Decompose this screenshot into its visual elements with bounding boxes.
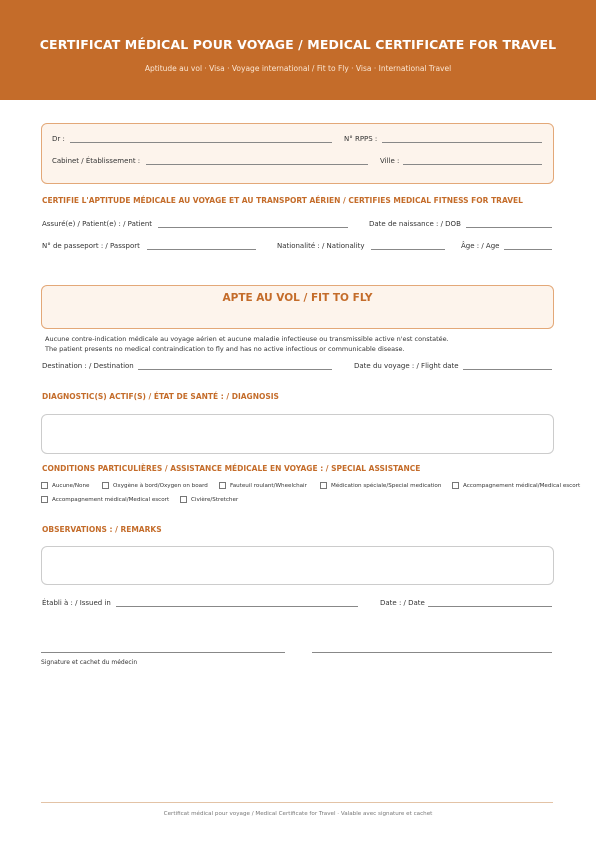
option-none-label: Aucune/None — [52, 483, 90, 489]
ville-label: Ville : — [380, 157, 400, 165]
fit-to-fly-box — [41, 285, 554, 329]
signature-line[interactable] — [41, 652, 285, 653]
statement-en: The patient presents no medical contraindication to fly and has no active infectious or communicable disease. — [45, 345, 405, 353]
checkbox-medical-escort-1[interactable] — [452, 482, 459, 489]
certifies-heading: CERTIFIE L'APTITUDE MÉDICALE AU VOYAGE ET AU TRANSPORT AÉRIEN / CERTIFIES MEDICAL FITNESS FOR TRAVEL — [42, 196, 523, 205]
flight-date-label: Date du voyage : / Flight date — [354, 362, 459, 370]
conditions-heading: CONDITIONS PARTICULIÈRES / ASSISTANCE MÉDICALE EN VOYAGE : / SPECIAL ASSISTANCE — [42, 464, 421, 473]
checkbox-stretcher[interactable] — [180, 496, 187, 503]
option-oxygen-label: Oxygène à bord/Oxygen on board — [113, 483, 208, 489]
passport-field[interactable] — [147, 249, 256, 250]
destination-label: Destination : / Destination — [42, 362, 134, 370]
signature-label: Signature et cachet du médecin — [41, 659, 138, 666]
issued-in-label: Établi à : / Issued in — [42, 599, 111, 607]
patient-field[interactable] — [158, 227, 348, 228]
dob-field[interactable] — [466, 227, 552, 228]
cabinet-label: Cabinet / Établissement : — [52, 157, 141, 165]
date-label: Date : / Date — [380, 599, 425, 607]
nationality-field[interactable] — [371, 249, 445, 250]
patient-label: Assuré(e) / Patient(e) : / Patient — [42, 220, 153, 228]
option-special-medication-label: Médication spéciale/Special medication — [331, 483, 442, 489]
option-stretcher-label: Civière/Stretcher — [191, 497, 239, 503]
checkbox-wheelchair[interactable] — [219, 482, 226, 489]
footer-divider — [41, 802, 553, 803]
document-title: CERTIFICAT MÉDICAL POUR VOYAGE / MEDICAL CERTIFICATE FOR TRAVEL — [39, 37, 557, 52]
passport-label: N° de passeport : / Passport — [42, 242, 140, 250]
diagnosis-textarea[interactable] — [41, 414, 554, 454]
option-wheelchair-label: Fauteuil roulant/Wheelchair — [230, 483, 307, 489]
stamp-line[interactable] — [312, 652, 552, 653]
nationality-label: Nationalité : / Nationality — [277, 242, 365, 250]
observations-heading: OBSERVATIONS : / REMARKS — [42, 525, 162, 534]
dob-label: Date de naissance : / DOB — [369, 220, 461, 228]
statement-fr: Aucune contre-indication médicale au voyage aérien et aucune maladie infectieuse ou transmissible active n'est constatée. — [45, 335, 449, 343]
option-medical-escort-2-label: Accompagnement médical/Medical escort — [52, 497, 170, 503]
observations-textarea[interactable] — [41, 546, 554, 585]
diagnosis-heading: DIAGNOSTIC(S) ACTIF(S) / ÉTAT DE SANTÉ : / DIAGNOSIS — [42, 392, 279, 401]
age-field[interactable] — [504, 249, 552, 250]
checkbox-none[interactable] — [41, 482, 48, 489]
fit-to-fly-title: APTE AU VOL / FIT TO FLY — [222, 292, 373, 304]
rpps-label: N° RPPS : — [344, 135, 378, 143]
flight-date-field[interactable] — [463, 369, 552, 370]
issued-in-field[interactable] — [116, 606, 358, 607]
doctor-info-box — [41, 123, 554, 184]
cabinet-field[interactable] — [146, 164, 368, 165]
checkbox-medical-escort-2[interactable] — [41, 496, 48, 503]
option-medical-escort-1-label: Accompagnement médical/Medical escort — [463, 483, 581, 489]
rpps-field[interactable] — [382, 142, 542, 143]
date-field[interactable] — [428, 606, 552, 607]
footer-text: Certificat médical pour voyage / Medical Certificate for Travel · Valable avec signature et cachet — [163, 811, 433, 817]
doctor-name-label: Dr : — [52, 135, 65, 143]
destination-field[interactable] — [138, 369, 332, 370]
checkbox-oxygen[interactable] — [102, 482, 109, 489]
age-label: Âge : / Age — [461, 242, 500, 250]
doctor-name-field[interactable] — [70, 142, 332, 143]
ville-field[interactable] — [403, 164, 542, 165]
header-banner — [0, 0, 596, 100]
checkbox-special-medication[interactable] — [320, 482, 327, 489]
document-subtitle: Aptitude au vol · Visa · Voyage international / Fit to Fly · Visa · International Travel — [144, 64, 452, 73]
